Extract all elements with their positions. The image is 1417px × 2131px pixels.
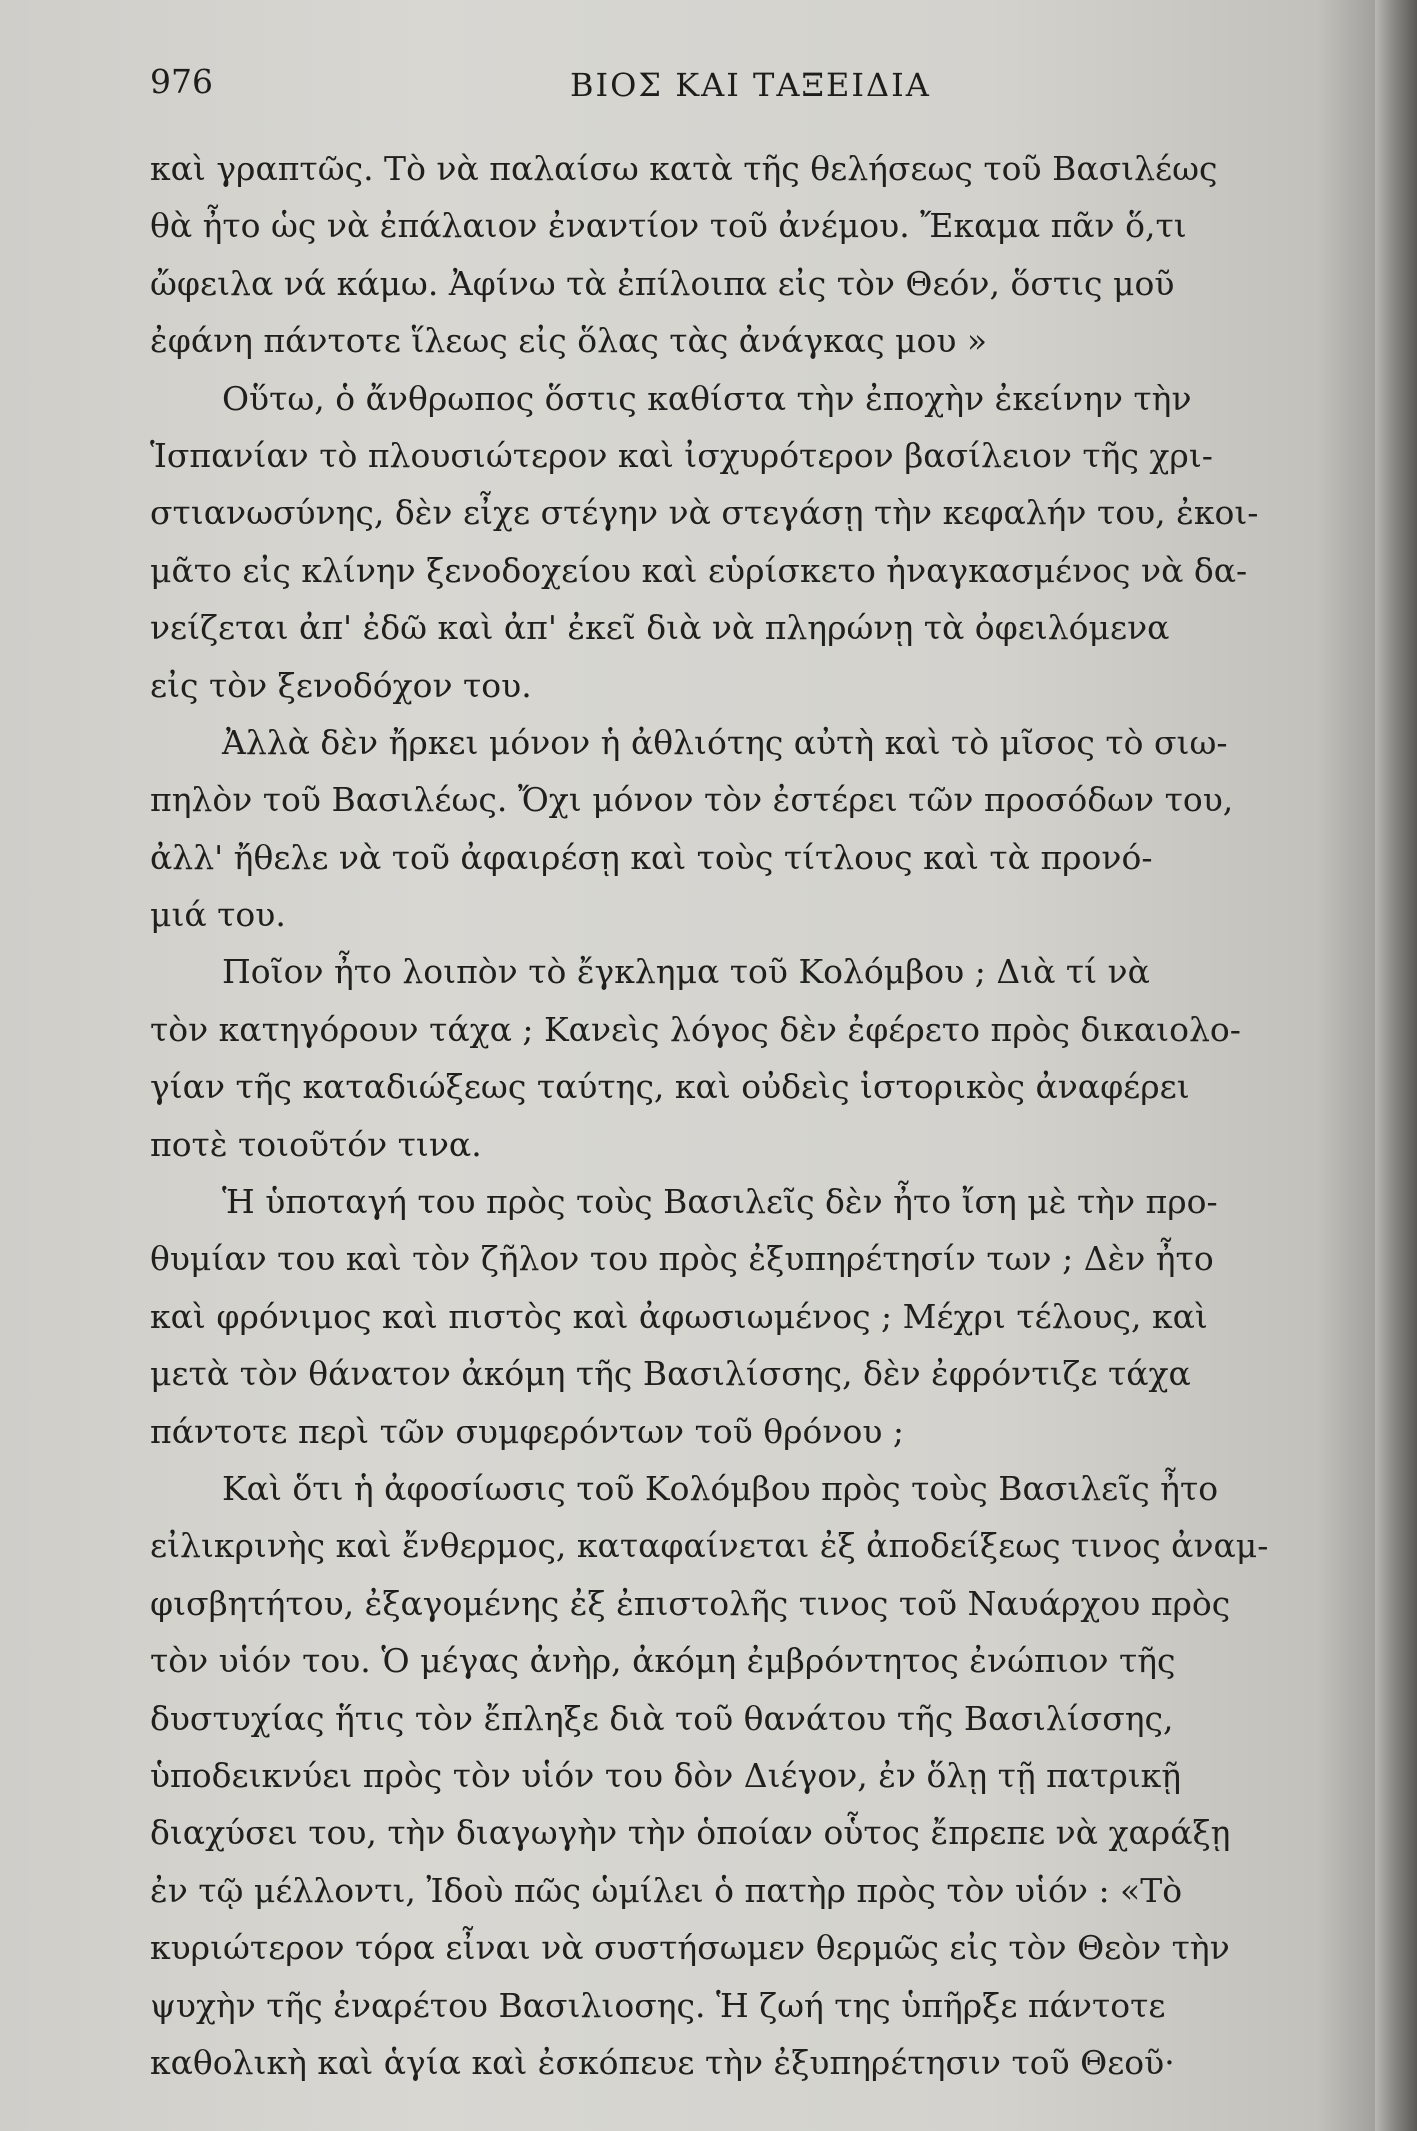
- running-title: ΒΙΟΣ ΚΑΙ ΤΑΞΕΙΔΙΑ: [570, 66, 931, 104]
- text-line: τὸν κατηγόρουν τάχα ; Κανεὶς λόγος δὲν ἐφέρετο πρὸς δικαιολο-: [150, 1009, 1241, 1049]
- text-line: ἀλλ' ἤθελε νὰ τοῦ ἀφαιρέσῃ καὶ τοὺς τίτλους καὶ τὰ προνό-: [150, 837, 1153, 877]
- text-line: ἐν τῷ μέλλοντι, Ἰδοὺ πῶς ὡμίλει ὁ πατὴρ πρὸς τὸν υἱόν : «Τὸ: [150, 1870, 1183, 1910]
- text-line: δυστυχίας ἥτις τὸν ἔπληξε διὰ τοῦ θανάτου τῆς Βασιλίσσης,: [150, 1698, 1174, 1738]
- text-line: ποτὲ τοιοῦτόν τινα.: [150, 1124, 482, 1164]
- body-text: [150, 140, 1320, 2091]
- text-line: πάντοτε περὶ τῶν συμφερόντων τοῦ θρόνου ;: [150, 1411, 905, 1451]
- book-gutter-shadow: [1375, 0, 1417, 2131]
- text-line: φισβητήτου, ἐξαγομένης ἐξ ἐπιστολῆς τινος τοῦ Ναυάρχου πρὸς: [150, 1583, 1231, 1623]
- text-line: εἰς τὸν ξενοδόχον του.: [150, 665, 532, 705]
- text-line: καὶ γραπτῶς. Τὸ νὰ παλαίσω κατὰ τῆς θελήσεως τοῦ Βασιλέως: [150, 149, 1218, 188]
- text-line: Ἱσπανίαν τὸ πλουσιώτερον καὶ ἰσχυρότερον βασίλειον τῆς χρι-: [150, 435, 1213, 475]
- text-line: ἐφάνη πάντοτε ἵλεως εἰς ὅλας τὰς ἀνάγκας μου »: [150, 321, 988, 361]
- text-line: κυριώτερον τόρα εἶναι νὰ συστήσωμεν θερμῶς εἰς τὸν Θεὸν τὴν: [150, 1928, 1230, 1968]
- text-line: μιά του.: [150, 895, 286, 935]
- paragraph-start-line: Ἡ ὑποταγή του πρὸς τοὺς Βασιλεῖς δὲν ἦτο ἴση μὲ τὴν προ-: [222, 1182, 1218, 1222]
- text-line: στιανωσύνης, δὲν εἶχε στέγην νὰ στεγάσῃ τὴν κεφαλήν του, ἐκοι-: [150, 493, 1259, 533]
- text-line: ὤφειλα νά κάμω. Ἀφίνω τὰ ἐπίλοιπα εἰς τὸν Θεόν, ὅστις μοῦ: [150, 263, 1175, 303]
- text-line: εἰλικρινὴς καὶ ἔνθερμος, καταφαίνεται ἐξ ἀποδείξεως τινος ἀναμ-: [150, 1526, 1269, 1566]
- text-line: πηλὸν τοῦ Βασιλέως. Ὄχι μόνον τὸν ἐστέρει τῶν προσόδων του,: [150, 780, 1234, 820]
- text-line: τὸν υἱόν του. Ὁ μέγας ἀνὴρ, ἀκόμη ἐμβρόντητος ἐνώπιον τῆς: [150, 1641, 1176, 1681]
- text-line: θὰ ἦτο ὡς νὰ ἐπάλαιον ἐναντίον τοῦ ἀνέμου. Ἔκαμα πᾶν ὅ,τι: [150, 206, 1187, 246]
- text-line: θυμίαν του καὶ τὸν ζῆλον του πρὸς ἐξυπηρέτησίν των ; Δὲν ἦτο: [150, 1239, 1214, 1279]
- paragraph-start-line: Ἀλλὰ δὲν ἤρκει μόνον ἡ ἀθλιότης αὐτὴ καὶ τὸ μῖσος τὸ σιω-: [222, 722, 1228, 762]
- paragraph-start-line: Ποῖον ἦτο λοιπὸν τὸ ἔγκλημα τοῦ Κολόμβου ; Διὰ τί νὰ: [222, 952, 1150, 992]
- text-line: ψυχὴν τῆς ἐναρέτου Βασιλιοσης. Ἡ ζωή της ὑπῆρξε πάντοτε: [150, 1985, 1166, 2025]
- page-number: 976: [150, 62, 213, 101]
- paragraph-start-line: Οὕτω, ὁ ἄνθρωπος ὅστις καθίστα τὴν ἐποχὴν ἐκείνην τὴν: [222, 378, 1192, 418]
- text-line: καὶ φρόνιμος καὶ πιστὸς καὶ ἀφωσιωμένος ; Μέχρι τέλους, καὶ: [150, 1296, 1208, 1336]
- text-line: γίαν τῆς καταδιώξεως ταύτης, καὶ οὐδεὶς ἱστορικὸς ἀναφέρει: [150, 1067, 1190, 1107]
- text-line: διαχύσει του, τὴν διαγωγὴν τὴν ὁποίαν οὗτος ἔπρεπε νὰ χαράξῃ: [150, 1813, 1231, 1853]
- text-line: νείζεται ἀπ' ἐδῶ καὶ ἀπ' ἐκεῖ διὰ νὰ πληρώνῃ τὰ ὀφειλόμενα: [150, 608, 1170, 648]
- paragraph-start-line: Καὶ ὅτι ἡ ἀφοσίωσις τοῦ Κολόμβου πρὸς τοὺς Βασιλεῖς ἦτο: [222, 1468, 1219, 1508]
- text-line: καθολικὴ καὶ ἁγία καὶ ἐσκόπευε τὴν ἐξυπηρέτησιν τοῦ Θεοῦ·: [150, 2042, 1175, 2082]
- text-line: ὑποδεικνύει πρὸς τὸν υἱόν του δὸν Διέγον, ἐν ὅλῃ τῇ πατρικῇ: [150, 1755, 1182, 1795]
- text-line: μετὰ τὸν θάνατον ἀκόμη τῆς Βασιλίσσης, δὲν ἐφρόντιζε τάχα: [150, 1354, 1191, 1394]
- page-header: [150, 62, 1330, 110]
- text-line: μᾶτο εἰς κλίνην ξενοδοχείου καὶ εὑρίσκετο ἠναγκασμένος νὰ δα-: [150, 550, 1248, 590]
